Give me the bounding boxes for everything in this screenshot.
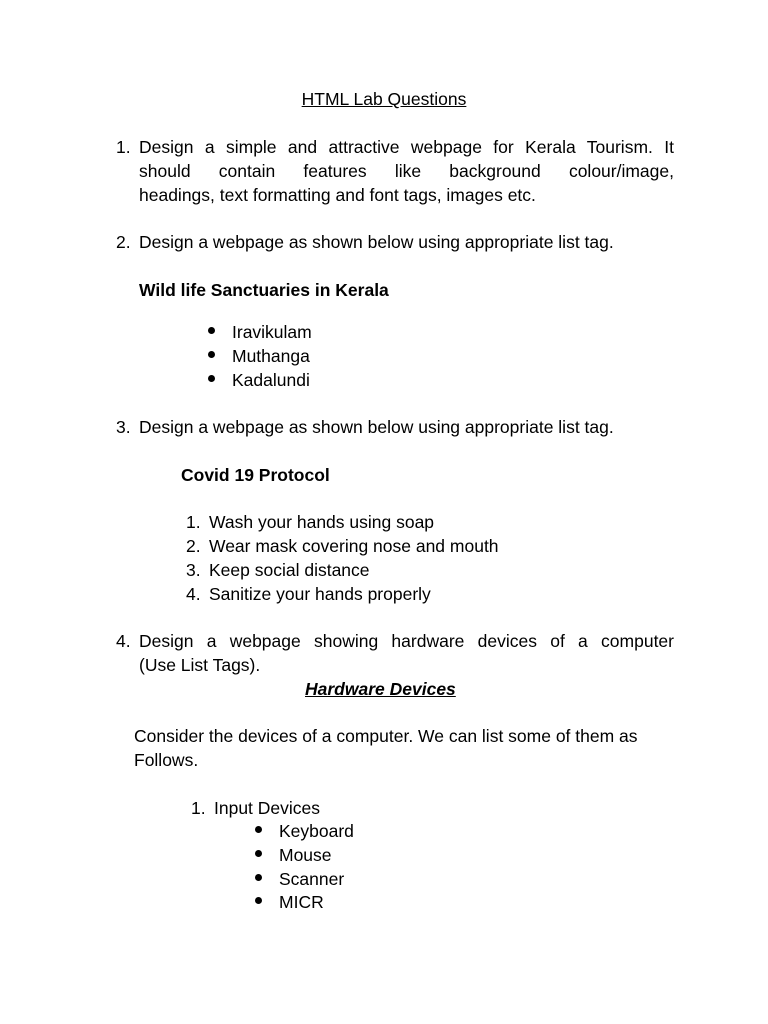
page-title: HTML Lab Questions — [301, 89, 467, 109]
q3-item-number: 4. — [186, 584, 201, 604]
q2-item: Muthanga — [232, 346, 310, 366]
q2-text: Design a webpage as shown below using appropriate list tag. — [139, 232, 614, 252]
q3-item: Wear mask covering nose and mouth — [209, 536, 499, 556]
q1-line-1: Design a simple and attractive webpage for Kerala Tourism. It — [139, 137, 674, 157]
q4-line-2: (Use List Tags). — [139, 655, 261, 675]
q1-line-3: headings, text formatting and font tags, images etc. — [139, 185, 536, 205]
q3-item: Wash your hands using soap — [209, 512, 435, 532]
bullet-icon — [255, 874, 262, 881]
q3-item: Sanitize your hands properly — [209, 584, 431, 604]
q1-line-2: should contain features like background colour/image, — [139, 161, 674, 181]
q4-list-item: Mouse — [279, 845, 332, 865]
q3-item: Keep social distance — [209, 560, 370, 580]
q4-list-item: Scanner — [279, 869, 345, 889]
q3-heading: Covid 19 Protocol — [181, 465, 330, 485]
q3-item-number: 2. — [186, 536, 201, 556]
bullet-icon — [255, 826, 262, 833]
q1-number: 1. — [116, 137, 131, 157]
q4-list-item: MICR — [279, 892, 324, 912]
q4-list-label: Input Devices — [214, 798, 321, 818]
q2-number: 2. — [116, 232, 131, 252]
q4-line-1: Design a webpage showing hardware devices of a computer — [139, 631, 674, 651]
q2-item: Kadalundi — [232, 370, 310, 390]
bullet-icon — [255, 850, 262, 857]
q2-item: Iravikulam — [232, 322, 312, 342]
q4-intro-line-2: Follows. — [134, 750, 199, 770]
q3-number: 3. — [116, 417, 131, 437]
bullet-icon — [208, 351, 215, 358]
q4-list-item: Keyboard — [279, 821, 354, 841]
q4-number: 4. — [116, 631, 131, 651]
q2-heading: Wild life Sanctuaries in Kerala — [139, 280, 389, 300]
q3-item-number: 1. — [186, 512, 201, 532]
bullet-icon — [255, 897, 262, 904]
q4-list-number: 1. — [191, 798, 206, 818]
q4-intro-line-1: Consider the devices of a computer. We can list some of them as — [134, 726, 638, 746]
q4-heading: Hardware Devices — [305, 679, 456, 699]
q3-item-number: 3. — [186, 560, 201, 580]
bullet-icon — [208, 327, 215, 334]
bullet-icon — [208, 375, 215, 382]
q3-text: Design a webpage as shown below using appropriate list tag. — [139, 417, 614, 437]
